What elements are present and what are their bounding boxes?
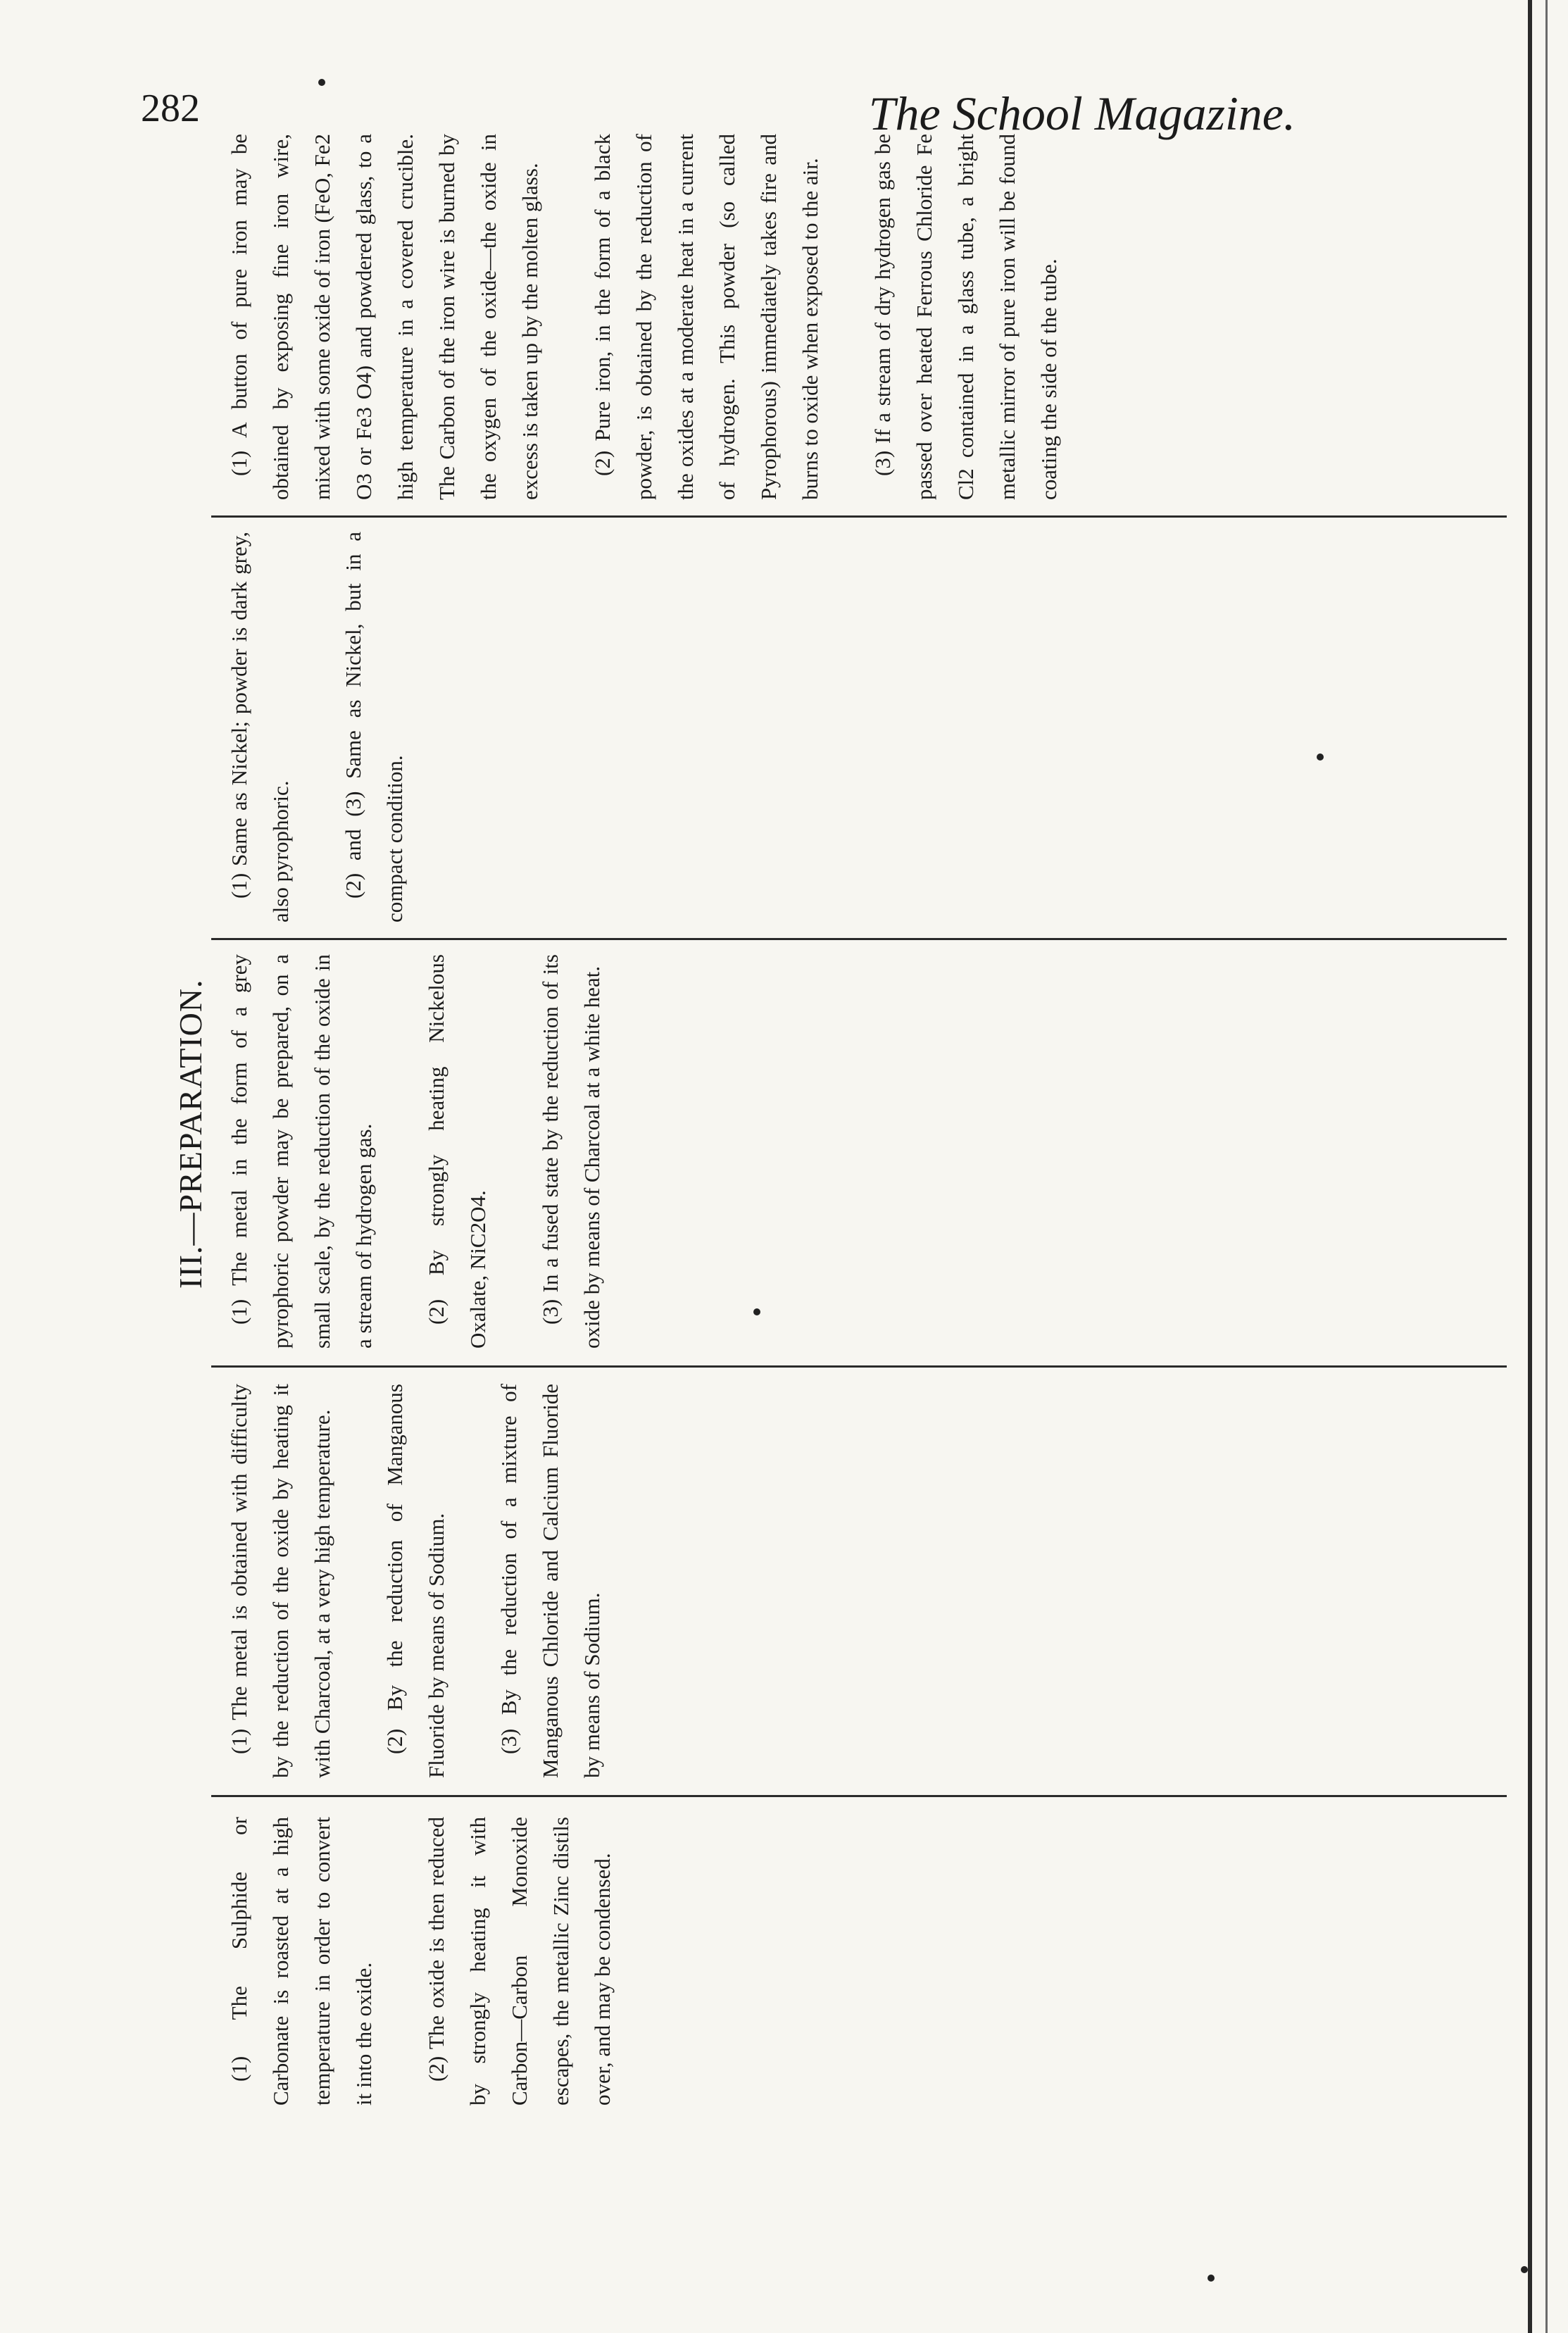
binding-edge-rule-thin	[1545, 0, 1548, 2333]
paragraph: (1) Same as Nickel; powder is dark grey, also pyrophoric.	[227, 532, 293, 922]
column-nickel	[218, 954, 1507, 1349]
column-iron	[218, 134, 1507, 500]
column-zinc	[218, 1817, 1507, 2106]
rotated-table	[169, 134, 1507, 2148]
binding-edge-rule	[1528, 0, 1532, 2333]
paragraph: (2) The oxide is then reduced by strongly heating it with Carbon—Carbon Monoxide escapes, the metallic Zinc distils over, and may be condensed.	[424, 1817, 615, 2106]
column-divider	[211, 1795, 1507, 1797]
paragraph: (3) If a stream of dry hydrogen gas be passed over heated Ferrous Chloride Fe Cl2 contained in a glass tube, a bright metallic mirror of pure iron will be found coating the side of the tube.	[870, 134, 1061, 500]
speck	[1208, 2275, 1215, 2282]
section-title: III.—PREPARATION.	[173, 979, 208, 1289]
column-divider	[211, 938, 1507, 940]
paragraph: (1) The metal in the form of a grey pyrophoric powder may be prepared, on a small scale, by the reduction of the oxide in a stream of hydrogen gas.	[227, 954, 376, 1349]
speck	[1317, 753, 1324, 761]
paragraph: (2) and (3) Same as Nickel, but in a compact condition.	[341, 532, 407, 922]
column-divider	[211, 1365, 1507, 1368]
paragraph: (2) Pure iron, in the form of a black powder, is obtained by the reduction of the oxides at a moderate heat in a current of hydrogen. This powder (so called Pyrophorous) immediately takes fire and burns to oxide when exposed to the air.	[590, 134, 822, 500]
speck	[1521, 2266, 1528, 2273]
paragraph: (2) By the reduction of Manganous Fluoride by means of Sodium.	[382, 1384, 449, 1778]
column-divider	[211, 515, 1507, 518]
paragraph: (1) A button of pure iron may be obtained by exposing fine iron wire, mixed with some oxide of iron (FeO, Fe2 O3 or Fe3 O4) and powdered glass, to a high temperature in a covered crucible. The Carbon of the iron wire is burned by the oxygen of the oxide—the oxide in excess is taken up by the molten glass.	[227, 134, 542, 500]
paragraph: (2) By strongly heating Nickelous Oxalate, NiC2O4.	[424, 954, 490, 1349]
running-head: The School Magazine.	[868, 87, 1296, 140]
paragraph: (3) In a fused state by the reduction of its oxide by means of Charcoal at a white heat.	[538, 954, 604, 1349]
speck	[318, 79, 325, 86]
paragraph: (1) The metal is obtained with difficulty by the reduction of the oxide by heating it with Charcoal, at a very high temperature.	[227, 1384, 334, 1778]
column-cobalt	[218, 532, 1507, 922]
paragraph: (3) By the reduction of a mixture of Manganous Chloride and Calcium Fluoride by means of Sodium.	[496, 1384, 604, 1778]
column-manganese	[218, 1384, 1507, 1778]
paragraph: (1) The Sulphide or Carbonate is roasted at a high temperature in order to convert it into the oxide.	[227, 1817, 376, 2106]
page-number: 282	[141, 87, 200, 130]
speck	[753, 1308, 760, 1315]
